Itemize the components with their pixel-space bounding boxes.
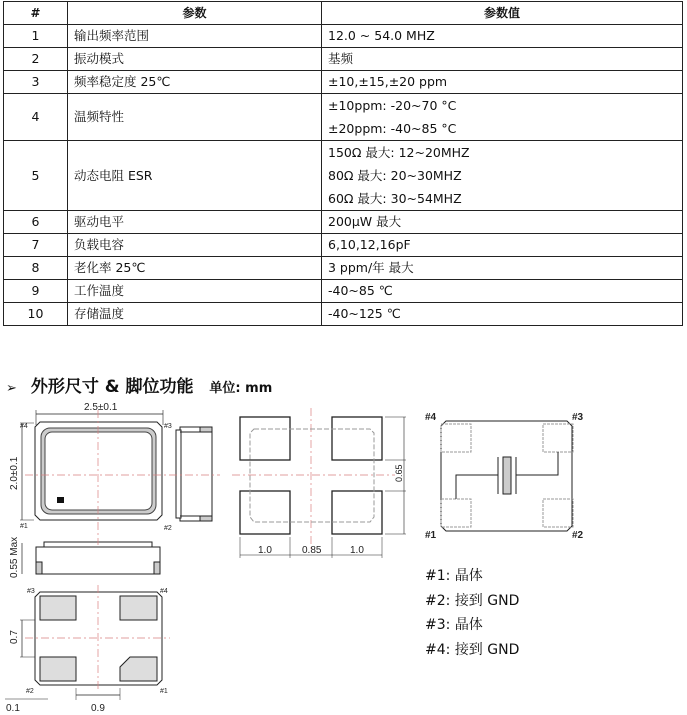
land-dim-label: 1.0	[258, 545, 272, 556]
row-num: 2	[4, 48, 68, 71]
value-line: 80Ω 最大: 20~30MHZ	[328, 168, 462, 183]
pin-function-list	[425, 564, 519, 662]
height-dim-label: 2.0±0.1	[9, 456, 20, 490]
table-row	[4, 25, 683, 48]
row-value: 12.0 ~ 54.0 MHZ	[322, 25, 683, 48]
unit-label: 单位: mm	[209, 381, 273, 396]
row-value: -40~85 ℃	[322, 280, 683, 303]
pin-item	[425, 564, 519, 589]
row-param: 存储温度	[68, 303, 322, 326]
row-num: 7	[4, 234, 68, 257]
col-header-value: 参数值	[322, 2, 683, 25]
pad-gap-dim-label: 0.7	[9, 630, 20, 644]
row-param: 输出频率范围	[68, 25, 322, 48]
table-row	[4, 48, 683, 71]
pad-spacing-dim-label: 0.9	[91, 703, 105, 714]
top-view	[5, 410, 212, 700]
pin-label: #4	[20, 423, 28, 430]
land-dim-label: 0.85	[302, 545, 322, 556]
width-dim-label: 2.5±0.1	[84, 402, 118, 413]
pin-function: 晶体	[454, 568, 483, 584]
pin-label: #2	[164, 525, 172, 532]
row-param: 驱动电平	[68, 211, 322, 234]
pin-label: #3	[164, 423, 172, 430]
row-value: 6,10,12,16pF	[322, 234, 683, 257]
pin-label: #1	[20, 523, 28, 530]
pin-item	[425, 638, 519, 663]
table-row	[4, 141, 683, 211]
pin-label: #3	[27, 588, 35, 595]
row-num: 3	[4, 71, 68, 94]
pin-label: #4	[425, 412, 437, 423]
row-param: 动态电阻 ESR	[68, 141, 322, 211]
row-num: 9	[4, 280, 68, 303]
land-gap-dim-label: 0.65	[394, 464, 404, 482]
pin-label: #4	[160, 588, 168, 595]
pin-number: #4:	[425, 641, 451, 658]
land-dim-label: 1.0	[350, 545, 364, 556]
pin-label: #1	[425, 530, 437, 541]
row-param: 工作温度	[68, 280, 322, 303]
row-param: 负载电容	[68, 234, 322, 257]
row-value: 基频	[322, 48, 683, 71]
row-value: ±10,±15,±20 ppm	[322, 71, 683, 94]
arrow-bullet-icon: ➢	[6, 381, 17, 396]
row-value	[322, 94, 683, 141]
thickness-dim-label: 0.55 Max	[9, 536, 20, 578]
row-num: 5	[4, 141, 68, 211]
pin-label: #3	[572, 412, 584, 423]
row-param: 频率稳定度 25℃	[68, 71, 322, 94]
row-value	[322, 141, 683, 211]
value-line: ±10ppm: -20~70 °C	[328, 98, 457, 113]
spec-table	[3, 1, 683, 326]
section-title-text: 外形尺寸 & 脚位功能	[30, 377, 194, 397]
row-num: 10	[4, 303, 68, 326]
pin-function: 接到 GND	[454, 641, 520, 658]
pin-number: #3:	[425, 617, 451, 633]
row-value: 200μW 最大	[322, 211, 683, 234]
table-row	[4, 303, 683, 326]
dimension-drawing	[0, 385, 687, 715]
pin-function: 接到 GND	[454, 592, 520, 609]
row-param: 振动模式	[68, 48, 322, 71]
table-row	[4, 71, 683, 94]
pin-number: #2:	[425, 592, 451, 609]
table-row	[4, 211, 683, 234]
table-row	[4, 280, 683, 303]
edge-dim-label: 0.1	[6, 703, 20, 714]
pin-item	[425, 589, 519, 614]
pin-function: 晶体	[454, 617, 483, 633]
value-line: ±20ppm: -40~85 °C	[328, 121, 457, 136]
table-row	[4, 94, 683, 141]
table-header-row	[4, 2, 683, 25]
col-header-param: 参数	[68, 2, 322, 25]
value-line: 60Ω 最大: 30~54MHZ	[328, 191, 462, 206]
row-value: 3 ppm/年 最大	[322, 257, 683, 280]
row-num: 1	[4, 25, 68, 48]
row-param: 老化率 25℃	[68, 257, 322, 280]
pin-number: #1:	[425, 568, 451, 584]
table-row	[4, 257, 683, 280]
pin-schematic	[441, 421, 573, 531]
pin-label: #2	[26, 688, 34, 695]
pin-label: #2	[572, 530, 584, 541]
pin-label: #1	[160, 688, 168, 695]
row-num: 6	[4, 211, 68, 234]
row-value: -40~125 ℃	[322, 303, 683, 326]
value-line: 150Ω 最大: 12~20MHZ	[328, 145, 470, 160]
table-row	[4, 234, 683, 257]
row-param: 温频特性	[68, 94, 322, 141]
pin-item	[425, 613, 519, 638]
land-pattern	[240, 417, 406, 558]
row-num: 8	[4, 257, 68, 280]
row-num: 4	[4, 94, 68, 141]
col-header-num: #	[4, 2, 68, 25]
